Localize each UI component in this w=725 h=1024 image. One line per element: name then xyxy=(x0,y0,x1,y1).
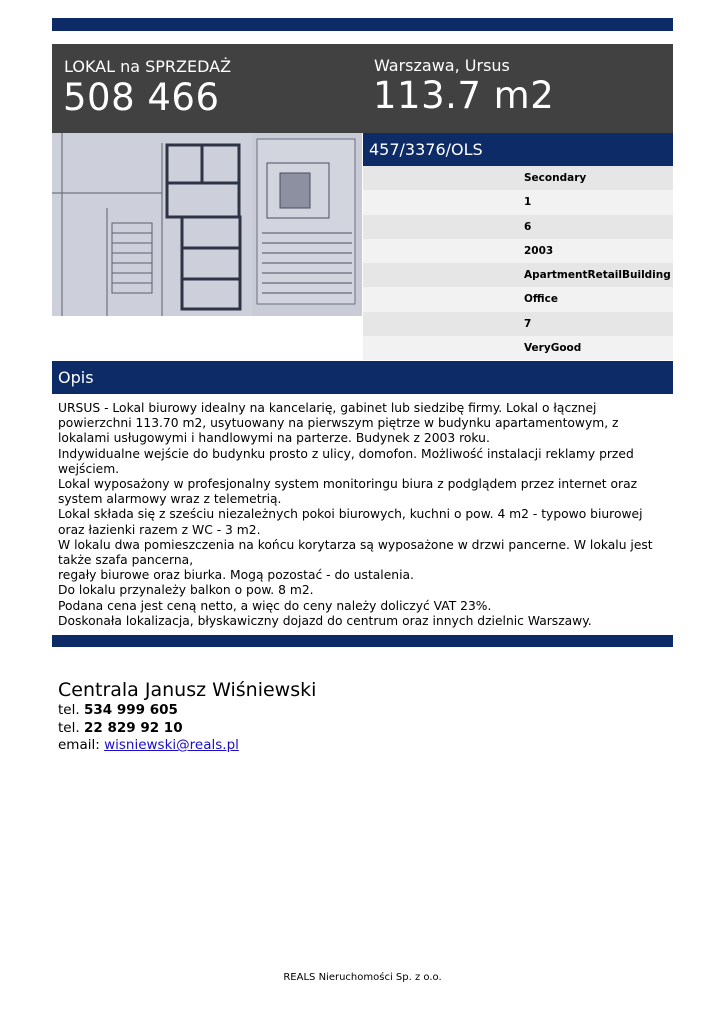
top-accent-bar xyxy=(52,18,673,31)
param-value: 1 xyxy=(524,196,532,209)
description-line: Podana cena jest ceną netto, a więc do ceny należy doliczyć VAT 23%. xyxy=(58,598,492,613)
description-line: system alarmowy wraz z telemetrią. xyxy=(58,492,282,507)
param-row xyxy=(363,166,673,190)
param-value: 6 xyxy=(524,220,532,233)
footer-company: REALS Nieruchomości Sp. z o.o. xyxy=(283,972,442,983)
param-value: 7 xyxy=(524,317,532,330)
tel-label: tel. xyxy=(58,719,80,736)
agent-name: Centrala Janusz Wiśniewski xyxy=(58,679,317,701)
phone-line-1 xyxy=(58,702,316,720)
email-line xyxy=(58,737,316,755)
email-label: email: xyxy=(58,737,100,753)
description-line: powierzchni 113.70 m2, usytuowany na pierwszym piętrze w budynku apartamentowym, z xyxy=(58,416,619,431)
description-line: Doskonała lokalizacja, błyskawiczny dojazd do centrum oraz innych dzielnic Warszawy. xyxy=(58,613,592,628)
description-line: W lokalu dwa pomieszczenia na końcu korytarza są wyposażone w drzwi pancerne. W lokalu jest xyxy=(58,537,653,552)
description-line: regały biurowe oraz biurka. Mogą pozostać - do ustalenia. xyxy=(58,568,414,583)
listing-header xyxy=(52,44,673,133)
param-value: Secondary xyxy=(524,172,587,184)
description-line: Lokal wyposażony w profesjonalny system monitoringu biura z podglądem przez internet oraz xyxy=(58,477,638,492)
param-value: 2003 xyxy=(524,244,554,257)
description-text xyxy=(58,401,668,629)
reference-bar xyxy=(363,133,673,166)
area: 113.7 m2 xyxy=(373,74,555,117)
description-line: także szafa pancerna, xyxy=(58,553,194,568)
param-row xyxy=(363,263,673,287)
param-row xyxy=(363,287,673,311)
description-line: oraz łazienki razem z WC - 3 m2. xyxy=(58,522,261,537)
floorplan-image xyxy=(52,133,362,316)
description-heading: Opis xyxy=(58,368,94,387)
price: 508 466 xyxy=(63,76,220,119)
phone-line-2 xyxy=(58,720,316,738)
floorplan-drawing xyxy=(52,133,362,316)
description-line: wejściem. xyxy=(58,461,120,476)
param-value: VeryGood xyxy=(524,342,582,355)
description-line: URSUS - Lokal biurowy idealny na kancelarię, gabinet lub siedzibę firmy. Lokal o łącznej xyxy=(58,401,597,415)
param-value: Office xyxy=(524,293,558,306)
phone-number-2[interactable]: 22 829 92 10 xyxy=(83,719,183,736)
param-row xyxy=(363,190,673,214)
email-link[interactable]: wisniewski@reals.pl xyxy=(104,737,239,753)
parameters-table xyxy=(363,166,673,360)
contact-block xyxy=(58,678,316,755)
section-divider-bar xyxy=(52,635,673,647)
param-row xyxy=(363,215,673,239)
description-line: Lokal składa się z sześciu niezależnych pokoi biurowych, kuchni o pow. 4 m2 - typowo biurowej xyxy=(58,507,643,522)
param-value: ApartmentRetailBuilding xyxy=(524,269,671,282)
description-line: Indywidualne wejście do budynku prosto z ulicy, domofon. Możliwość instalacji reklamy przed xyxy=(58,446,634,461)
phone-number-1[interactable]: 534 999 605 xyxy=(83,702,178,718)
description-line: lokalami usługowymi i handlowymi na parterze. Budynek z 2003 roku. xyxy=(58,431,490,446)
tel-label: tel. xyxy=(58,702,80,718)
reference-number: 457/3376/OLS xyxy=(369,140,483,159)
description-heading-bar xyxy=(52,361,673,394)
param-row xyxy=(363,239,673,263)
listing-type: LOKAL na SPRZEDAŻ xyxy=(64,57,232,76)
location: Warszawa, Ursus xyxy=(374,56,510,75)
param-row xyxy=(363,336,673,360)
description-line: Do lokalu przynależy balkon o pow. 8 m2. xyxy=(58,583,314,598)
param-row xyxy=(363,312,673,336)
